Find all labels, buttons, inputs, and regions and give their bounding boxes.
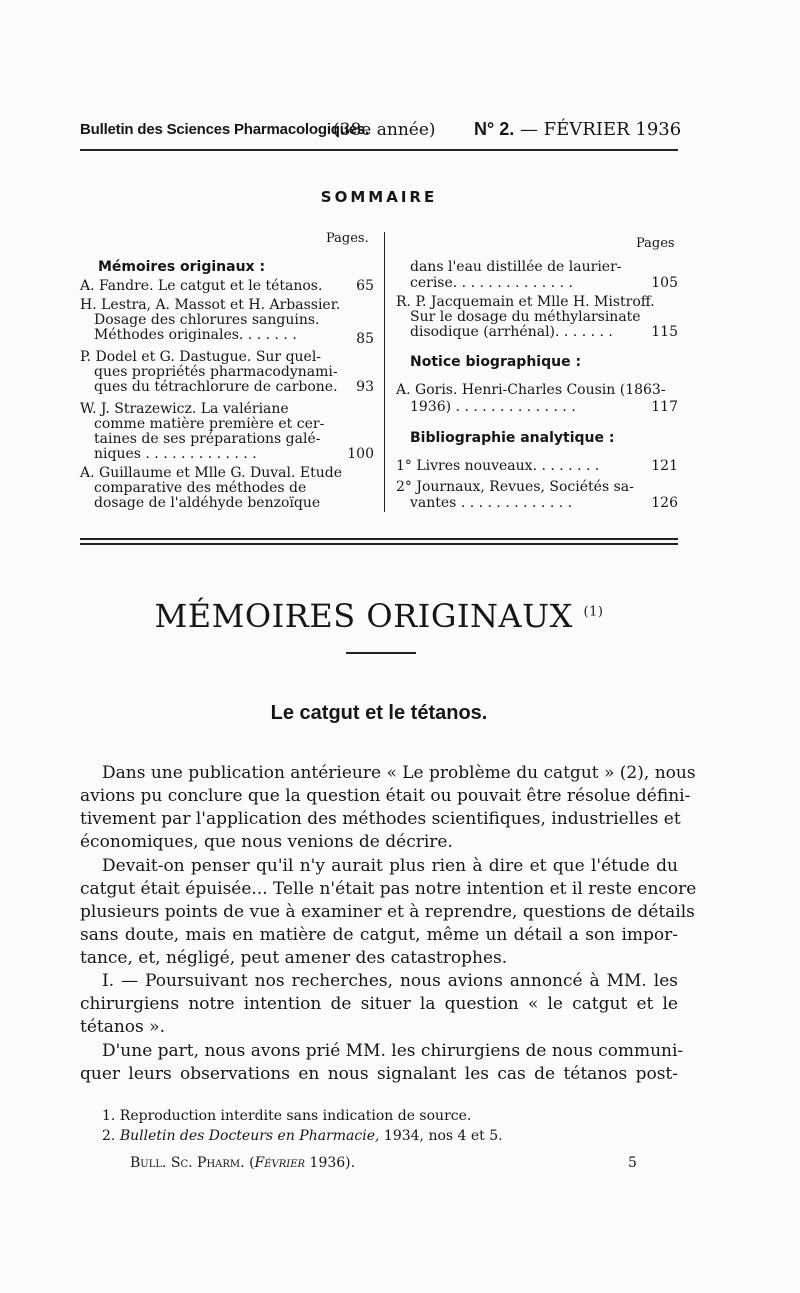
- toc-line: dosage de l'aldéhyde benzoïque: [94, 495, 321, 511]
- body-line: chirurgiens notre intention de situer la question « le catgut et le: [80, 994, 678, 1014]
- toc-line: A. Guillaume et Mlle G. Duval. Etude: [80, 465, 342, 481]
- toc-line: A. Goris. Henri-Charles Cousin (1863-: [396, 382, 666, 398]
- issue-number: N° 2.: [474, 119, 515, 139]
- double-rule-bottom: [80, 543, 678, 545]
- toc-page: 105: [651, 275, 678, 291]
- body-line: Dans une publication antérieure « Le problème du catgut » (2), nous: [102, 763, 696, 783]
- toc-line: R. P. Jacquemain et Mlle H. Mistroff.: [396, 294, 655, 310]
- toc-page: 93: [356, 379, 374, 395]
- pages-label-right: Pages: [636, 236, 675, 251]
- footnote-2-number: 2.: [102, 1128, 116, 1144]
- section-notice: Notice biographique :: [410, 354, 582, 370]
- section-bibliographie: Bibliographie analytique :: [410, 430, 615, 446]
- title-rule: [346, 652, 416, 654]
- toc-line: 1936) . . . . . . . . . . . . . .: [410, 399, 576, 415]
- body-line: tance, et, négligé, peut amener des catastrophes.: [80, 948, 508, 968]
- section-title-text: MÉMOIRES ORIGINAUX: [154, 597, 573, 635]
- section-title: [80, 597, 678, 635]
- body-line: Devait-on penser qu'il n'y aurait plus rien à dire et que l'étude du: [102, 856, 678, 876]
- issue-info: [474, 119, 681, 140]
- journal-title: Bulletin des Sciences Pharmacologiques.: [80, 121, 369, 138]
- toc-line: H. Lestra, A. Massot et H. Arbassier.: [80, 297, 341, 313]
- footnote-2-ref: 1934, nos 4 et 5.: [383, 1128, 503, 1144]
- article-title: Le catgut et le tétanos.: [270, 702, 488, 724]
- journal-year: (38e année): [333, 120, 436, 140]
- footer-citation-suffix: 1936).: [309, 1155, 356, 1171]
- issue-date: — FÉVRIER 1936: [519, 119, 682, 140]
- body-line: économiques, que nous venions de décrire.: [80, 832, 453, 852]
- toc-page: 121: [651, 458, 678, 474]
- footnote-2-journal: Bulletin des Docteurs en Pharmacie,: [119, 1128, 380, 1144]
- body-line: quer leurs observations en nous signalant les cas de tétanos post-: [80, 1064, 678, 1084]
- toc-line: 1° Livres nouveaux. . . . . . . .: [396, 458, 600, 474]
- toc-page: 115: [651, 324, 678, 340]
- toc-line: comme matière première et cer-: [94, 416, 325, 432]
- toc-page: 117: [651, 399, 678, 415]
- toc-line: A. Fandre. Le catgut et le tétanos.: [80, 278, 323, 294]
- footer-citation-prefix: Bull. Sc. Pharm. (: [130, 1155, 255, 1171]
- toc-line: Dosage des chlorures sanguins.: [94, 312, 320, 328]
- toc-line: taines de ses préparations galé-: [94, 431, 321, 447]
- toc-line: disodique (arrhénal). . . . . . .: [410, 324, 613, 340]
- double-rule-top: [80, 538, 678, 540]
- header-rule: [80, 149, 678, 151]
- footer-citation: [130, 1155, 355, 1171]
- toc-line: Sur le dosage du méthylarsinate: [410, 309, 641, 325]
- toc-line: W. J. Strazewicz. La valériane: [80, 401, 289, 417]
- toc-page: 100: [347, 446, 374, 462]
- footnote-2: [102, 1128, 503, 1144]
- toc-line: niques . . . . . . . . . . . . .: [94, 446, 257, 462]
- section-memoires: Mémoires originaux :: [98, 259, 266, 275]
- toc-page: 85: [356, 331, 374, 347]
- body-line: tivement par l'application des méthodes scientifiques, industrielles et: [80, 809, 681, 829]
- toc-line: ques du tétrachlorure de carbone.: [94, 379, 338, 395]
- body-line: sans doute, mais en matière de catgut, même un détail a son impor-: [80, 925, 678, 945]
- footnote-1: 1. Reproduction interdite sans indication de source.: [102, 1108, 472, 1124]
- toc-line: 2° Journaux, Revues, Sociétés sa-: [396, 479, 634, 495]
- toc-line: cerise. . . . . . . . . . . . . .: [410, 275, 573, 291]
- page-number: 5: [628, 1155, 637, 1171]
- column-divider: [384, 232, 385, 512]
- toc-line: vantes . . . . . . . . . . . . .: [410, 495, 573, 511]
- body-line: I. — Poursuivant nos recherches, nous avions annoncé à MM. les: [102, 971, 678, 991]
- section-title-note: (1): [583, 604, 604, 620]
- sommaire-heading: SOMMAIRE: [320, 188, 438, 206]
- footer-citation-month: Février: [254, 1155, 306, 1171]
- body-line: avions pu conclure que la question était ou pouvait être résolue défini-: [80, 786, 691, 806]
- body-line: catgut était épuisée... Telle n'était pas notre intention et il reste encore: [80, 879, 697, 899]
- toc-line: comparative des méthodes de: [94, 480, 307, 496]
- toc-line: ques propriétés pharmacodynami-: [94, 364, 338, 380]
- toc-page: 126: [651, 495, 678, 511]
- toc-line: dans l'eau distillée de laurier-: [410, 259, 622, 275]
- body-line: plusieurs points de vue à examiner et à reprendre, questions de détails: [80, 902, 695, 922]
- pages-label-left: Pages.: [326, 231, 369, 246]
- toc-line: Méthodes originales. . . . . . .: [94, 327, 297, 343]
- toc-line: P. Dodel et G. Dastugue. Sur quel-: [80, 349, 322, 365]
- body-line: D'une part, nous avons prié MM. les chirurgiens de nous communi-: [102, 1041, 684, 1061]
- body-line: tétanos ».: [80, 1017, 165, 1037]
- toc-page: 65: [356, 278, 374, 294]
